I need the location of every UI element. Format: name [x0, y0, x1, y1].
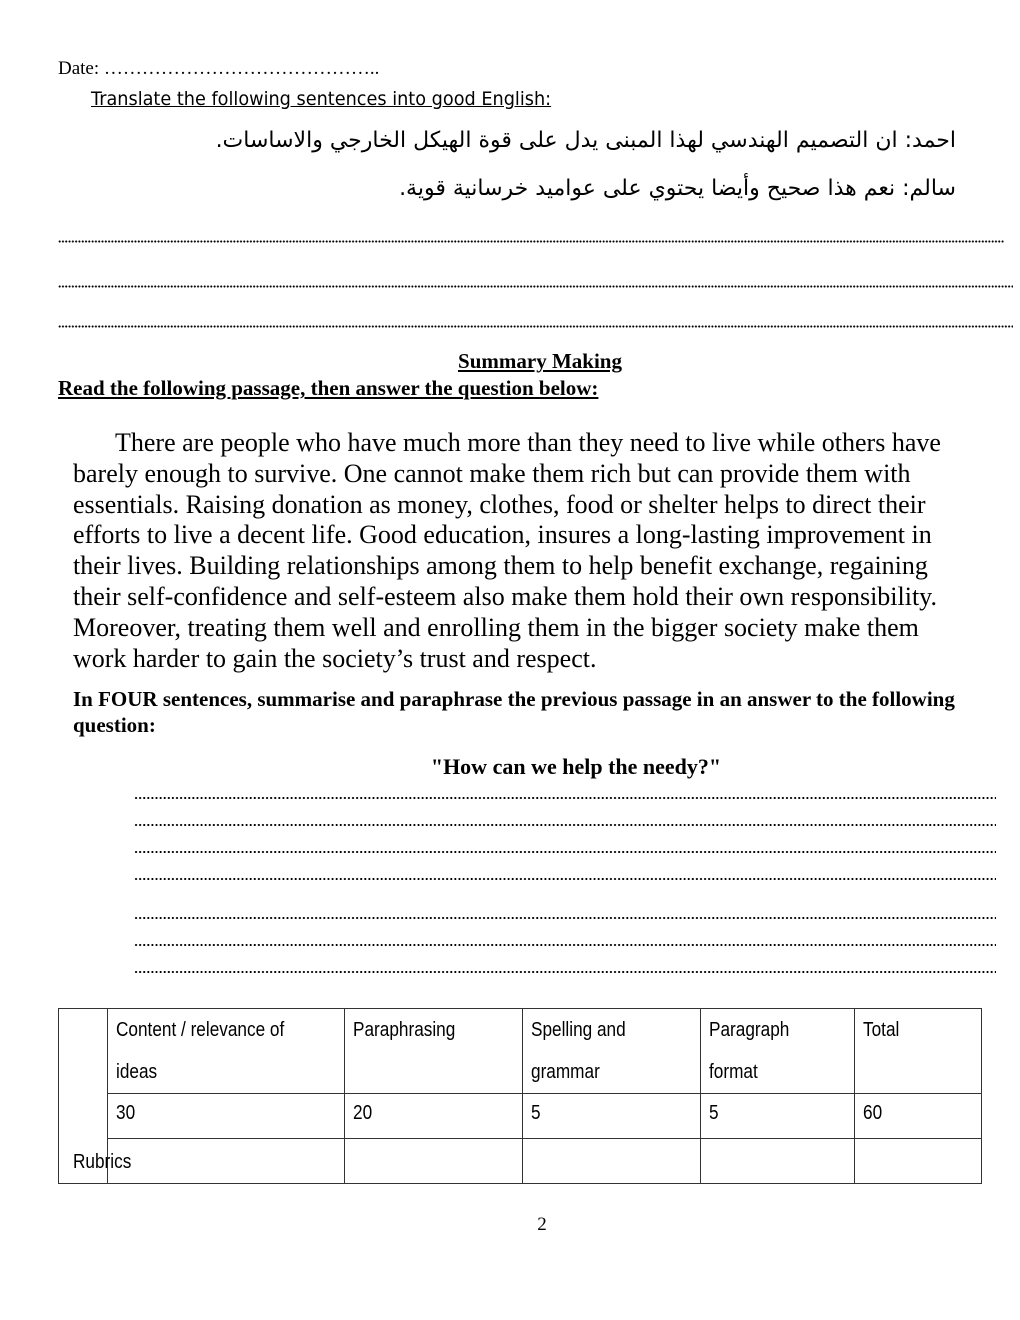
rubric-max-score-row — [59, 1094, 982, 1139]
student-score-format[interactable] — [701, 1139, 855, 1184]
max-score-format: 5 — [701, 1094, 855, 1139]
max-score-content: 30 — [108, 1094, 345, 1139]
student-score-paraphrasing[interactable] — [345, 1139, 523, 1184]
summary-answer-line-4[interactable] — [134, 877, 996, 881]
summary-answer-line-7[interactable] — [134, 970, 996, 974]
max-score-spelling: 5 — [523, 1094, 701, 1139]
rubric-header-format: Paragraph format — [701, 1009, 855, 1094]
summary-answer-line-6[interactable] — [134, 943, 996, 947]
max-score-paraphrasing: 20 — [345, 1094, 523, 1139]
rubric-header-content: Content / relevance of ideas — [108, 1009, 345, 1094]
rubric-header-total: Total — [855, 1009, 982, 1094]
rubric-label: Rubrics — [73, 1151, 132, 1173]
arabic-sentence-1: احمد: ان التصميم الهندسي لهذا المبنى يدل على قوة الهيكل الخارجي والاساسات. — [215, 128, 956, 153]
summary-answer-line-2[interactable] — [134, 823, 996, 827]
task-instruction: In FOUR sentences, summarise and paraphrase the previous passage in an answer to the following question: — [73, 687, 955, 737]
reading-instruction: Read the following passage, then answer the question below: — [58, 376, 599, 400]
translation-answer-line-3[interactable] — [58, 325, 1013, 328]
arabic-sentence-2: سالم: نعم هذا صحيح وأيضا يحتوي على عواميد خرسانية قوية. — [399, 176, 956, 201]
reading-passage: There are people who have much more than they need to live while others have barely enough to survive. One cannot make them rich but can provide them with essentials. Raising donation as money, clothes, food or shelter helps to direct their efforts to live a decent life. Good education, insures a long-lasting improvement in their lives. Building relationships among them to help benefit exchange, regaining their self-confidence and self-esteem also make them hold their own responsibility. Moreover, treating them well and enrolling them in the bigger society make them work harder to gain the society’s trust and respect. — [73, 428, 941, 673]
section-title: Summary Making — [458, 349, 622, 373]
rubric-header-spelling: Spelling and grammar — [523, 1009, 701, 1094]
max-score-total: 60 — [855, 1094, 982, 1139]
student-score-content[interactable] — [108, 1139, 345, 1184]
student-score-total[interactable] — [855, 1139, 982, 1184]
summary-answer-line-1[interactable] — [134, 796, 996, 800]
rubric-header-row — [59, 1009, 982, 1094]
translation-answer-line-1[interactable] — [58, 240, 1004, 243]
summary-answer-line-3[interactable] — [134, 850, 996, 854]
summary-question: "How can we help the needy?" — [430, 754, 722, 779]
translation-answer-line-2[interactable] — [58, 285, 1013, 288]
page-number: 2 — [537, 1214, 547, 1235]
rubric-student-score-row — [59, 1139, 982, 1184]
translation-heading: Translate the following sentences into good English: — [91, 88, 552, 110]
summary-answer-line-5[interactable] — [134, 916, 996, 920]
rubric-header-paraphrasing: Paraphrasing — [345, 1009, 523, 1094]
rubric-table — [58, 1008, 982, 1184]
date-field[interactable]: Date: …………………………………….. — [58, 58, 380, 79]
student-score-spelling[interactable] — [523, 1139, 701, 1184]
